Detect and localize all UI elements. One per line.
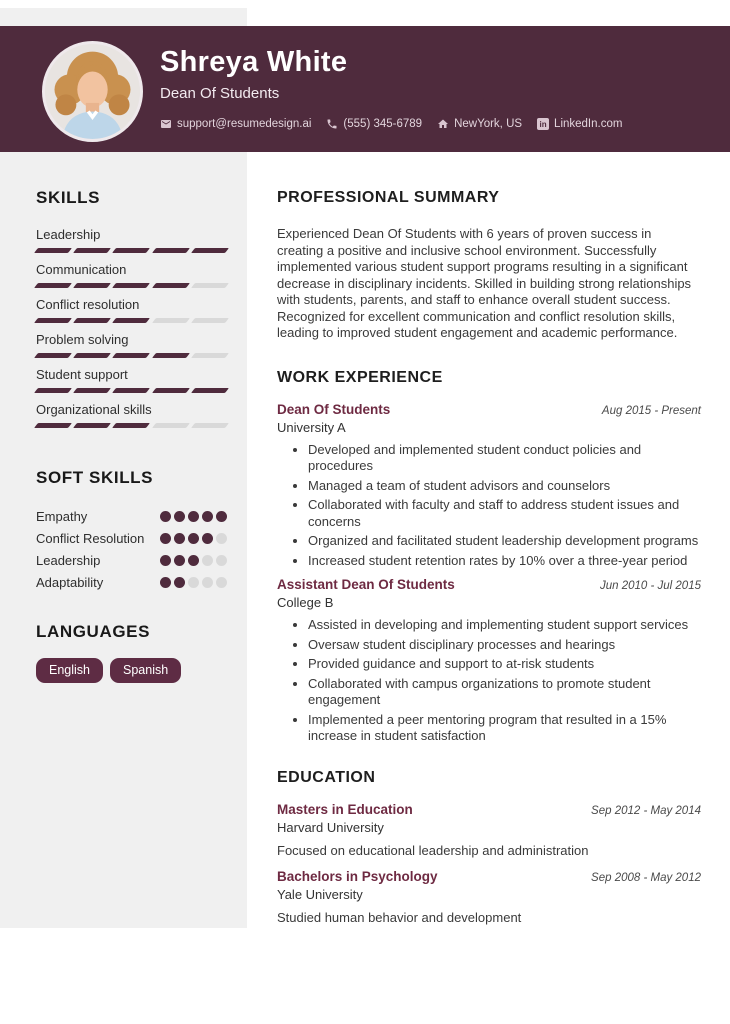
languages-list <box>36 658 227 683</box>
skill-item <box>36 368 227 393</box>
soft-skill-rating <box>160 552 227 566</box>
entry-title: Assistant Dean Of Students <box>277 577 455 592</box>
skill-bar-segment <box>152 318 190 323</box>
experience-entry <box>277 402 701 570</box>
rating-dot <box>216 577 227 588</box>
soft-skill-label: Leadership <box>36 553 101 568</box>
soft-skills-list <box>36 508 227 591</box>
contact-location <box>437 118 522 130</box>
profile-photo <box>42 41 143 142</box>
rating-dot <box>160 533 171 544</box>
soft-skill-rating <box>160 508 227 522</box>
soft-skill-label: Adaptability <box>36 575 104 590</box>
education-entry <box>277 802 701 859</box>
skill-bar-segment <box>34 248 72 253</box>
person-job-title: Dean Of Students <box>160 85 280 102</box>
contact-phone-text: (555) 345-6789 <box>343 118 423 130</box>
summary-text: Experienced Dean Of Students with 6 years of proven success in creating a positive and inclusive school environment. Successfully implemented various student support programs resulting in a significant decrease in disciplinary incidents. Skilled in building strong relationships with students, parents, and staff to enhance overall student success. Recognized for excellent communication and conflict resolution skills, leading to improved student engagement and academic performance. <box>277 226 692 340</box>
languages-heading: LANGUAGES <box>36 622 151 641</box>
education-list <box>277 802 701 926</box>
bullet-point: • Implemented a peer mentoring program that resulted in a 15% increase in student satisfaction <box>308 712 701 745</box>
skill-label: Student support <box>36 367 128 382</box>
skill-level-bar <box>36 353 227 358</box>
soft-skill-label: Empathy <box>36 509 88 524</box>
rating-dot <box>188 533 199 544</box>
sidebar <box>36 188 227 683</box>
entry-bullet-list <box>277 442 701 570</box>
skill-bar-segment <box>191 388 229 393</box>
profile-photo-illustration <box>45 44 140 139</box>
skill-bar-segment <box>73 353 111 358</box>
contact-row <box>160 118 622 130</box>
rating-dot <box>160 577 171 588</box>
linkedin-icon: in <box>537 118 549 130</box>
skill-bar-segment <box>112 318 150 323</box>
language-pill: English <box>36 658 103 683</box>
bullet-point: • Collaborated with faculty and staff to address student issues and concerns <box>308 497 701 530</box>
contact-phone <box>326 118 422 130</box>
skill-bar-segment <box>73 283 111 288</box>
rating-dot <box>160 511 171 522</box>
contact-email <box>160 118 311 130</box>
experience-list <box>277 402 701 745</box>
skill-bar-segment <box>34 388 72 393</box>
skill-bar-segment <box>112 283 150 288</box>
skill-item <box>36 228 227 253</box>
skill-label: Conflict resolution <box>36 297 140 312</box>
main-column <box>277 189 701 936</box>
entry-description: Studied human behavior and development <box>277 909 522 925</box>
skill-level-bar <box>36 423 227 428</box>
contact-linkedin <box>537 118 622 130</box>
summary-heading: PROFESSIONAL SUMMARY <box>277 189 500 206</box>
entry-dates: Jun 2010 - Jul 2015 <box>599 580 701 592</box>
skill-bar-segment <box>73 318 111 323</box>
language-pill: Spanish <box>110 658 181 683</box>
experience-heading: WORK EXPERIENCE <box>277 368 443 386</box>
soft-skill-rating <box>160 574 227 588</box>
skill-label: Communication <box>36 262 127 277</box>
rating-dot <box>202 577 213 588</box>
envelope-icon <box>160 118 172 130</box>
skill-item <box>36 333 227 358</box>
entry-organization: College B <box>277 595 334 610</box>
skill-item <box>36 263 227 288</box>
skill-level-bar <box>36 283 227 288</box>
soft-skill-rating <box>160 530 227 544</box>
entry-dates: Aug 2015 - Present <box>601 404 701 417</box>
skills-list <box>36 228 227 428</box>
skill-label: Problem solving <box>36 332 129 347</box>
rating-dot <box>202 511 213 522</box>
entry-organization: Yale University <box>277 886 363 902</box>
skill-bar-segment <box>191 353 229 358</box>
rating-dot <box>160 555 171 566</box>
bullet-point: • Organized and facilitated student leadership development programs <box>308 533 701 550</box>
skill-bar-segment <box>191 283 229 288</box>
skill-bar-segment <box>152 248 190 253</box>
skill-bar-segment <box>191 423 229 428</box>
rating-dot <box>216 511 227 522</box>
skill-label: Leadership <box>36 227 101 242</box>
rating-dot <box>188 511 199 522</box>
rating-dot <box>174 533 185 544</box>
rating-dot <box>174 511 185 522</box>
skill-bar-segment <box>112 353 150 358</box>
skill-bar-segment <box>73 248 111 253</box>
skill-bar-segment <box>34 318 72 323</box>
rating-dot <box>188 555 199 566</box>
soft-skill-item <box>36 530 227 547</box>
skill-level-bar <box>36 388 227 393</box>
phone-icon <box>326 118 338 130</box>
entry-title: Masters in Education <box>277 801 413 817</box>
rating-dot <box>202 555 213 566</box>
rating-dot <box>202 533 213 544</box>
soft-skill-label: Conflict Resolution <box>36 531 145 546</box>
contact-email-text: support@resumedesign.ai <box>177 118 312 130</box>
soft-skills-heading: SOFT SKILLS <box>36 468 154 487</box>
bullet-point: • Oversaw student disciplinary processes and hearings <box>308 637 701 654</box>
entry-description: Focused on educational leadership and administration <box>277 842 589 858</box>
contact-location-text: NewYork, US <box>454 118 523 130</box>
entry-dates: Sep 2008 - May 2012 <box>591 871 701 884</box>
rating-dot <box>188 577 199 588</box>
person-name: Shreya White <box>160 46 348 78</box>
skill-bar-segment <box>152 423 190 428</box>
entry-bullet-list <box>277 617 701 745</box>
skill-bar-segment <box>112 423 150 428</box>
entry-title: Bachelors in Psychology <box>277 868 438 884</box>
rating-dot <box>174 577 185 588</box>
skill-level-bar <box>36 318 227 323</box>
rating-dot <box>216 555 227 566</box>
rating-dot <box>174 555 185 566</box>
skill-bar-segment <box>191 248 229 253</box>
entry-organization: University A <box>277 419 346 435</box>
education-entry <box>277 869 701 926</box>
skill-bar-segment <box>73 423 111 428</box>
entry-organization: Harvard University <box>277 819 384 835</box>
skill-bar-segment <box>34 353 72 358</box>
bullet-point: • Provided guidance and support to at-risk students <box>308 656 701 673</box>
soft-skill-item <box>36 574 227 591</box>
entry-title: Dean Of Students <box>277 401 391 417</box>
skill-bar-segment <box>152 353 190 358</box>
skill-item <box>36 403 227 428</box>
skill-bar-segment <box>34 283 72 288</box>
bullet-point: • Developed and implemented student conduct policies and procedures <box>308 442 701 475</box>
soft-skill-item <box>36 508 227 525</box>
rating-dot <box>216 533 227 544</box>
skill-bar-segment <box>152 388 190 393</box>
contact-linkedin-text: LinkedIn.com <box>554 118 623 130</box>
skill-level-bar <box>36 248 227 253</box>
home-icon <box>437 118 449 130</box>
skill-bar-segment <box>112 388 150 393</box>
skill-bar-segment <box>112 248 150 253</box>
experience-entry <box>277 577 701 745</box>
skill-bar-segment <box>152 283 190 288</box>
skill-bar-segment <box>73 388 111 393</box>
skills-heading: SKILLS <box>36 188 101 207</box>
entry-dates: Sep 2012 - May 2014 <box>591 804 701 817</box>
bullet-point: • Assisted in developing and implementing student support services <box>308 617 701 634</box>
skill-label: Organizational skills <box>36 402 152 417</box>
bullet-point: • Increased student retention rates by 10% over a three-year period <box>308 553 701 570</box>
soft-skill-item <box>36 552 227 569</box>
skill-item <box>36 298 227 323</box>
bullet-point: • Collaborated with campus organizations to promote student engagement <box>308 676 701 709</box>
education-heading: EDUCATION <box>277 768 376 786</box>
skill-bar-segment <box>34 423 72 428</box>
skill-bar-segment <box>191 318 229 323</box>
bullet-point: • Managed a team of student advisors and counselors <box>308 478 701 495</box>
